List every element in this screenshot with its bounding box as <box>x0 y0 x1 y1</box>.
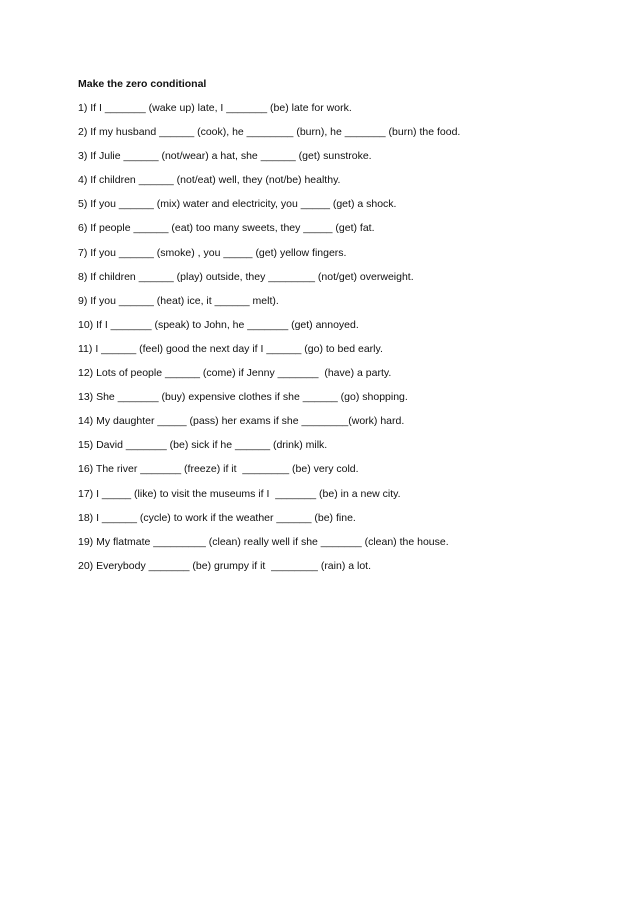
exercise-item-5: 5) If you ______ (mix) water and electricity, you _____ (get) a shock. <box>78 198 397 211</box>
exercise-item-13: 13) She _______ (buy) expensive clothes if she ______ (go) shopping. <box>78 391 408 404</box>
worksheet-content <box>78 77 578 583</box>
exercise-item-19: 19) My flatmate _________ (clean) really well if she _______ (clean) the house. <box>78 535 449 548</box>
exercise-item-14: 14) My daughter _____ (pass) her exams if she ________(work) hard. <box>78 415 405 428</box>
exercise-item-9: 9) If you ______ (heat) ice, it ______ melt). <box>78 294 279 307</box>
exercise-item-1: 1) If I _______ (wake up) late, I _______ (be) late for work. <box>78 102 352 114</box>
exercise-item-18: 18) I ______ (cycle) to work if the weather ______ (be) fine. <box>78 511 356 524</box>
exercise-item-17: 17) I _____ (like) to visit the museums if I _______ (be) in a new city. <box>78 487 401 500</box>
exercise-item-3: 3) If Julie ______ (not/wear) a hat, she ______ (get) sunstroke. <box>78 150 372 163</box>
exercise-item-20: 20) Everybody _______ (be) grumpy if it ________ (rain) a lot. <box>78 559 372 572</box>
exercise-item-10: 10) If I _______ (speak) to John, he _______ (get) annoyed. <box>78 318 359 331</box>
exercise-list <box>78 101 578 573</box>
exercise-item-7: 7) If you ______ (smoke) , you _____ (get) yellow fingers. <box>78 246 347 259</box>
exercise-item-12: 12) Lots of people ______ (come) if Jenny _______ (have) a party. <box>78 367 392 380</box>
exercise-item-15: 15) David _______ (be) sick if he ______ (drink) milk. <box>78 439 328 452</box>
exercise-item-8: 8) If children ______ (play) outside, they ________ (not/get) overweight. <box>78 270 414 283</box>
exercise-item-16: 16) The river _______ (freeze) if it ________ (be) very cold. <box>78 463 359 476</box>
exercise-item-2: 2) If my husband ______ (cook), he ________ (burn), he _______ (burn) the food. <box>78 126 461 139</box>
worksheet-title: Make the zero conditional <box>78 78 207 90</box>
exercise-item-4: 4) If children ______ (not/eat) well, they (not/be) healthy. <box>78 174 341 187</box>
exercise-item-11: 11) I ______ (feel) good the next day if I ______ (go) to bed early. <box>78 342 383 355</box>
exercise-item-6: 6) If people ______ (eat) too many sweets, they _____ (get) fat. <box>78 222 375 235</box>
